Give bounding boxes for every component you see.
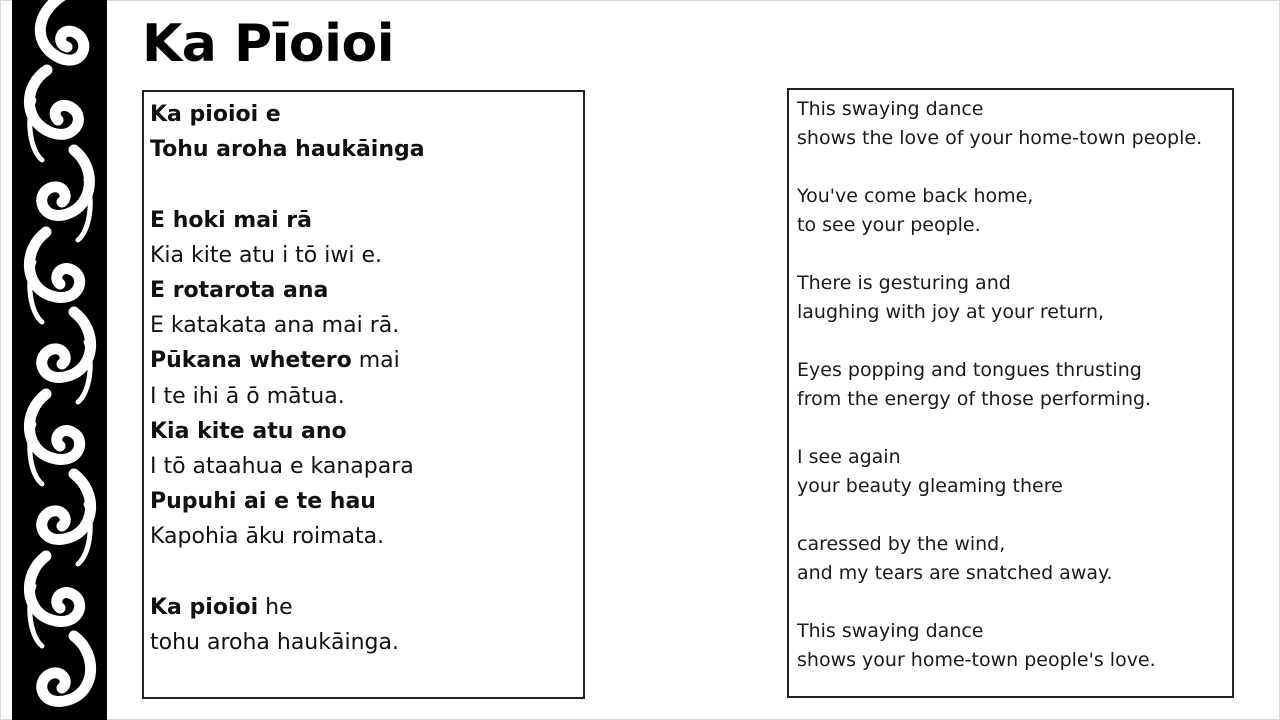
english-line — [797, 501, 1232, 530]
maori-line: I tō ataahua e kanapara — [150, 453, 414, 479]
maori-line: tohu aroha haukāinga. — [150, 629, 399, 655]
maori-line: Pupuhi ai e te hau — [150, 489, 376, 515]
english-line: Eyes popping and tongues thrusting — [797, 359, 1142, 381]
english-line: You've come back home, — [797, 185, 1034, 207]
maori-line: Ka pioioi e — [150, 102, 281, 127]
maori-lyrics-box — [142, 90, 585, 699]
english-line: to see your people. — [797, 214, 981, 236]
maori-line — [150, 554, 583, 589]
english-line: shows your home-town people's love. — [797, 649, 1156, 671]
english-line: There is gesturing and — [797, 272, 1011, 294]
english-line: caressed by the wind, — [797, 533, 1006, 555]
maori-line: Kia kite atu ano — [150, 418, 347, 444]
english-translation-box — [787, 88, 1234, 698]
kowhaiwhai-pattern-panel — [12, 0, 107, 720]
english-line — [797, 588, 1232, 617]
english-line: your beauty gleaming there — [797, 475, 1063, 497]
maori-line: E rotarota ana — [150, 277, 329, 303]
english-line — [797, 327, 1232, 356]
maori-line: Pūkana whetero mai — [150, 348, 400, 374]
english-line: laughing with joy at your return, — [797, 301, 1105, 323]
english-line — [797, 153, 1232, 182]
english-line: This swaying dance — [797, 98, 984, 120]
kowhaiwhai-pattern-icon — [12, 0, 107, 720]
maori-line: E katakata ana mai rā. — [150, 313, 400, 339]
english-line — [797, 414, 1232, 443]
maori-line: E hoki mai rā — [150, 207, 312, 233]
maori-line: I te ihi ā ō mātua. — [150, 383, 345, 409]
song-title: Ka Pīoioi — [142, 14, 395, 74]
english-line: shows the love of your home-town people. — [797, 127, 1203, 149]
maori-line — [150, 167, 583, 202]
maori-line: Ka pioioi he — [150, 594, 293, 620]
english-line: and my tears are snatched away. — [797, 562, 1113, 584]
english-line: from the energy of those performing. — [797, 388, 1152, 410]
maori-line: Kapohia āku roimata. — [150, 524, 385, 550]
maori-line: Tohu aroha haukāinga — [150, 137, 425, 163]
maori-line: Kia kite atu i tō iwi e. — [150, 242, 382, 268]
english-line — [797, 240, 1232, 269]
english-line: This swaying dance — [797, 620, 984, 642]
english-line: I see again — [797, 446, 901, 468]
